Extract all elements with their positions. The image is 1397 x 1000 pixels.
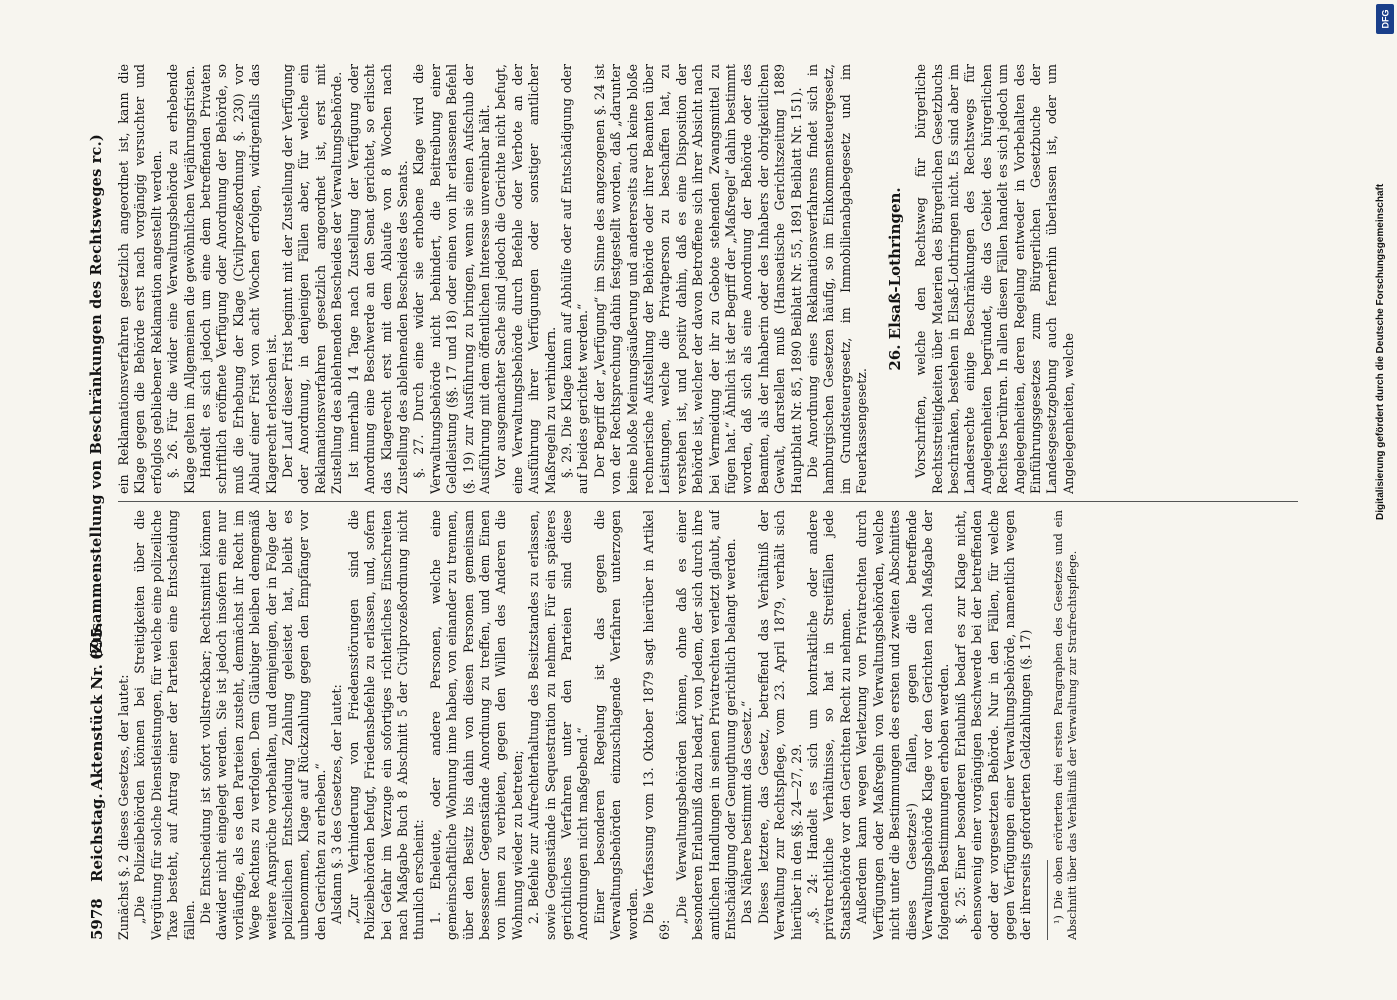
paragraph: Die Entscheidung ist sofort vollstreckbar; Rechtsmittel können dawider nicht eingelegt werden. Sie ist jedoch insofern eine nur vorläufige, als es den Parteien zusteht, demnächst ihr Recht im Wege Rechtens zu verfolgen. Dem Gläubiger bleiben demgemäß weitere Ansprüche vorbehalten, und demjenigen, der in Folge der polizeilichen Entscheidung Zahlung geleistet hat, bleibt es unbenommen, Klage auf Rückzahlung gegen den Empfänger vor den Gerichten zu erheben.“ — [198, 510, 328, 940]
paragraph: Der Lauf dieser Frist beginnt mit der Zustellung der Verfügung oder Anordnung, in denjenigen Fällen aber, für welche ein Reklamationsverfahren gesetzlich angeordnet ist, erst mit Zustellung des ablehnenden Bescheides der Verwaltungsbehörde. — [280, 64, 345, 494]
paragraph: Die Anordnung eines Reklamationsverfahrens findet sich in hamburgischen Gesetzen häufig, so im Einkommensteuergesetz, im Grundsteuergesetz, im Immobilienabgabegesetz und im Feuerkassengesetz. — [805, 64, 870, 494]
footnote-rule — [1047, 860, 1048, 940]
footnote: ¹) Die oben erörterten drei ersten Paragraphen des Gesetzes und ein Abschnitt über das Verhältniß der Verwaltung zur Strafrechtspflege. — [1051, 510, 1079, 940]
list-item: 1. Eheleute, oder andere Personen, welche eine gemeinschaftliche Wohnung inne haben, von einander zu trennen, über den Besitz bis dahin von diesen Personen gemeinsam besessener Gegenstände Anordnung zu treffen, und dem Einen von ihnen zu verbieten, gegen den Willen des Anderen die Wohnung wieder zu betreten; — [427, 510, 525, 940]
paragraph: Vor ausgemachter Sache sind jedoch die Gerichte nicht befugt, eine Verwaltungsbehörde durch Befehle oder Verbote an der Ausführung ihrer Verfügungen oder sonstiger amtlicher Maßregeln zu verhindern. — [493, 64, 558, 494]
paragraph: Alsdann §. 3 des Gesetzes, der lautet: — [329, 684, 345, 924]
column-divider — [118, 501, 1298, 502]
paragraph: Vorschriften, welche den Rechtsweg für bürgerliche Rechtsstreitigkeiten über Materien des Bürgerlichen Gesetzbuchs beschränken, bestehen in Elsaß-Lothringen nicht. Es sind aber im Landesrechte einige Beschränkungen des Rechtswegs für Angelegenheiten begründet, die das Gebiet des bürgerlichen Rechtes berühren. In allen diesen Fällen handelt es sich jedoch um Angelegenheiten, deren Regelung entweder in Vorbehalten des Einführungsgesetzes zum Bürgerlichen Gesetzbuche der Landesgesetzgebung auch fernerhin überlassen ist, oder um Angelegenheiten, welche — [913, 64, 1076, 494]
header-title: (Zusammenstellung von Beschränkungen des Rechtsweges rc.) — [88, 134, 105, 660]
paragraph: §. 26. Für die wider eine Verwaltungsbehörde zu erhebende Klage gelten im Allgemeinen die gewöhnlichen Verjährungsfristen. — [165, 64, 197, 494]
paragraph: „Die Polizeibehörden können bei Streitigkeiten über die Vergütung für solche Dienstleistungen, für welche eine polizeiliche Taxe besteht, auf Antrag einer der Parteien eine Entscheidung fällen. — [132, 510, 197, 940]
paragraph: Zunächst §. 2 dieses Gesetzes, der lautet: — [116, 674, 131, 940]
paragraph: Das Nähere bestimmt das Gesetz.“ — [739, 700, 755, 924]
list-item: 2. Befehle zur Aufrechterhaltung des Besitzstandes zu erlassen, sowie Gegenstände in Sequestration zu nehmen. Für ein späteres gerichtliches Verfahren unter den Parteien sind diese Anordnungen nicht maßgebend.“ — [526, 510, 591, 940]
paragraph: Dieses letztere, das Gesetz, betreffend das Verhältniß der Verwaltung zur Rechtspflege, vom 23. April 1879, verhält sich hierüber in den §§. 24—27, 29. — [755, 510, 804, 940]
right-column — [116, 64, 1306, 494]
dfg-logo — [1376, 4, 1394, 34]
digitization-note — [1375, 40, 1393, 520]
page-number: 5978 — [88, 898, 106, 940]
paragraph: Der Begriff der „Verfügung“ im Sinne des angezogenen §. 24 ist von der Rechtsprechung dahin festgestellt worden, daß „darunter keine bloße Meinungsäußerung und andererseits auch keine bloße rechnerische Aufstellung der Behörde oder ihrer Beamten über Leistungen, welche die Privatperson zu beschaffen hat, zu verstehen ist, und positiv dahin, daß es eine Disposition der Behörde ist, welcher der davon Betroffene sich ihrer Absicht nach bei Vermeidung der ihr zu Gebote stehenden Zwangsmittel zu fügen hat.“ Ähnlich ist der Begriff der „Maßregel“ dahin bestimmt worden, daß sich als eine Anordnung der Behörde oder des Beamten, als der Inhaberin oder des Inhabers der obrigkeitlichen Gewalt, darstellen muß (Hanseatische Gerichtszeitung 1889 Hauptblatt Nr. 85, 1890 Beiblatt Nr. 55, 1891 Beiblatt Nr. 151). — [591, 64, 804, 494]
document-number: Aktenstück Nr. 895. — [88, 622, 106, 790]
digitization-note-text: Digitalisierung gefördert durch die Deutsche Forschungsgemeinschaft — [1375, 183, 1386, 520]
paragraph: Ist innerhalb 14 Tage nach Zustellung der Verfügung oder Anordnung eine Beschwerde an den Senat gerichtet, so erlischt das Klagerecht erst mit dem Ablaufe von 8 Wochen nach Zustellung des ablehnenden Bescheides des Senats. — [345, 64, 410, 494]
paragraph: §. 29. Die Klage kann auf Abhülfe oder auf Entschädigung oder auf beides gerichtet werden.“ — [558, 64, 591, 494]
paragraph: ein Reklamationsverfahren gesetzlich angeordnet ist, kann die Klage gegen die Behörde erst nach vorgängig versuchter und erfolglos gebliebener Reklamation angestellt werden. — [116, 64, 164, 494]
left-column — [116, 510, 1306, 940]
paragraph: „Zur Verhinderung von Friedensstörungen sind die Polizeibehörden befugt, Friedensbefehle zu erlassen, und, sofern bei Gefahr im Verzuge ein sofortiges richterliches Einschreiten nach Maßgabe Buch 8 Abschnitt 5 der Civilprozeßordnung nicht thunlich erscheint: — [345, 510, 427, 940]
paragraph: Die Verfassung vom 13. Oktober 1879 sagt hierüber in Artikel 69: — [641, 510, 673, 940]
paragraph: §. 25: Einer besonderen Erlaubniß bedarf es zur Klage nicht, ebensowenig einer vorgängigen Beschwerde bei der betreffenden oder der vorgesetzten Behörde. Nur in den Fällen, für welche gegen Verfügungen einer Verwaltungsbehörde, namentlich wegen der ihrerseits geforderten Geldzahlungen (§. 17) — [952, 510, 1034, 940]
section-label: Reichstag. — [88, 793, 106, 882]
paragraph: Handelt es sich jedoch um eine dem betreffenden Privaten schriftlich eröffnete Verfügung oder Anordnung der Behörde, so muß die Erhebung der Klage (Civilprozeßordnung §. 230) vor Ablauf einer Frist von acht Wochen erfolgen, widrigenfalls das Klagerecht erloschen ist. — [198, 64, 279, 494]
section-heading: 26. Elsaß-Lothringen. — [885, 187, 904, 371]
dfg-logo-text: DFG — [1380, 9, 1390, 29]
paragraph: Einer besonderen Regelung ist das gegen die Verwaltungsbehörden einzuschlagende Verfahren unterzogen worden. — [591, 510, 640, 940]
paragraph: Außerdem kann wegen Verletzung von Privatrechten durch Verfügungen oder Maßregeln von Verwaltungsbehörden, welche nicht unter die Bestimmungen des ersten und zweiten Abschnittes dieses Gesetzes¹) fallen, gegen die betreffende Verwaltungsbehörde Klage vor den Gerichten nach Maßgabe der folgenden Bestimmungen erhoben werden. — [854, 510, 952, 940]
paragraph: „§. 24: Handelt es sich um kontraktliche oder andere privatrechtliche Verhältnisse, so hat in Streitfällen jede Staatsbehörde vor den Gerichten Recht zu nehmen. — [805, 510, 853, 940]
paragraph: „Die Verwaltungsbehörden können, ohne daß es einer besonderen Erlaubniß dazu bedarf, von Jedem, der sich durch ihre amtlichen Handlungen in seinen Privatrechten verletzt glaubt, auf Entschädigung oder Genugthuung gerichtlich belangt werden. — [673, 510, 739, 940]
paragraph: §. 27. Durch eine wider sie erhobene Klage wird die Verwaltungsbehörde nicht behindert, die Beitreibung einer Geldleistung (§§. 17 und 18) oder einen von ihr erlassenen Befehl (§. 19) zur Ausführung zu bringen, wenn sie einen Aufschub der Ausführung mit dem öffentlichen Interesse unvereinbar hält. — [411, 64, 492, 494]
running-header — [88, 60, 110, 940]
